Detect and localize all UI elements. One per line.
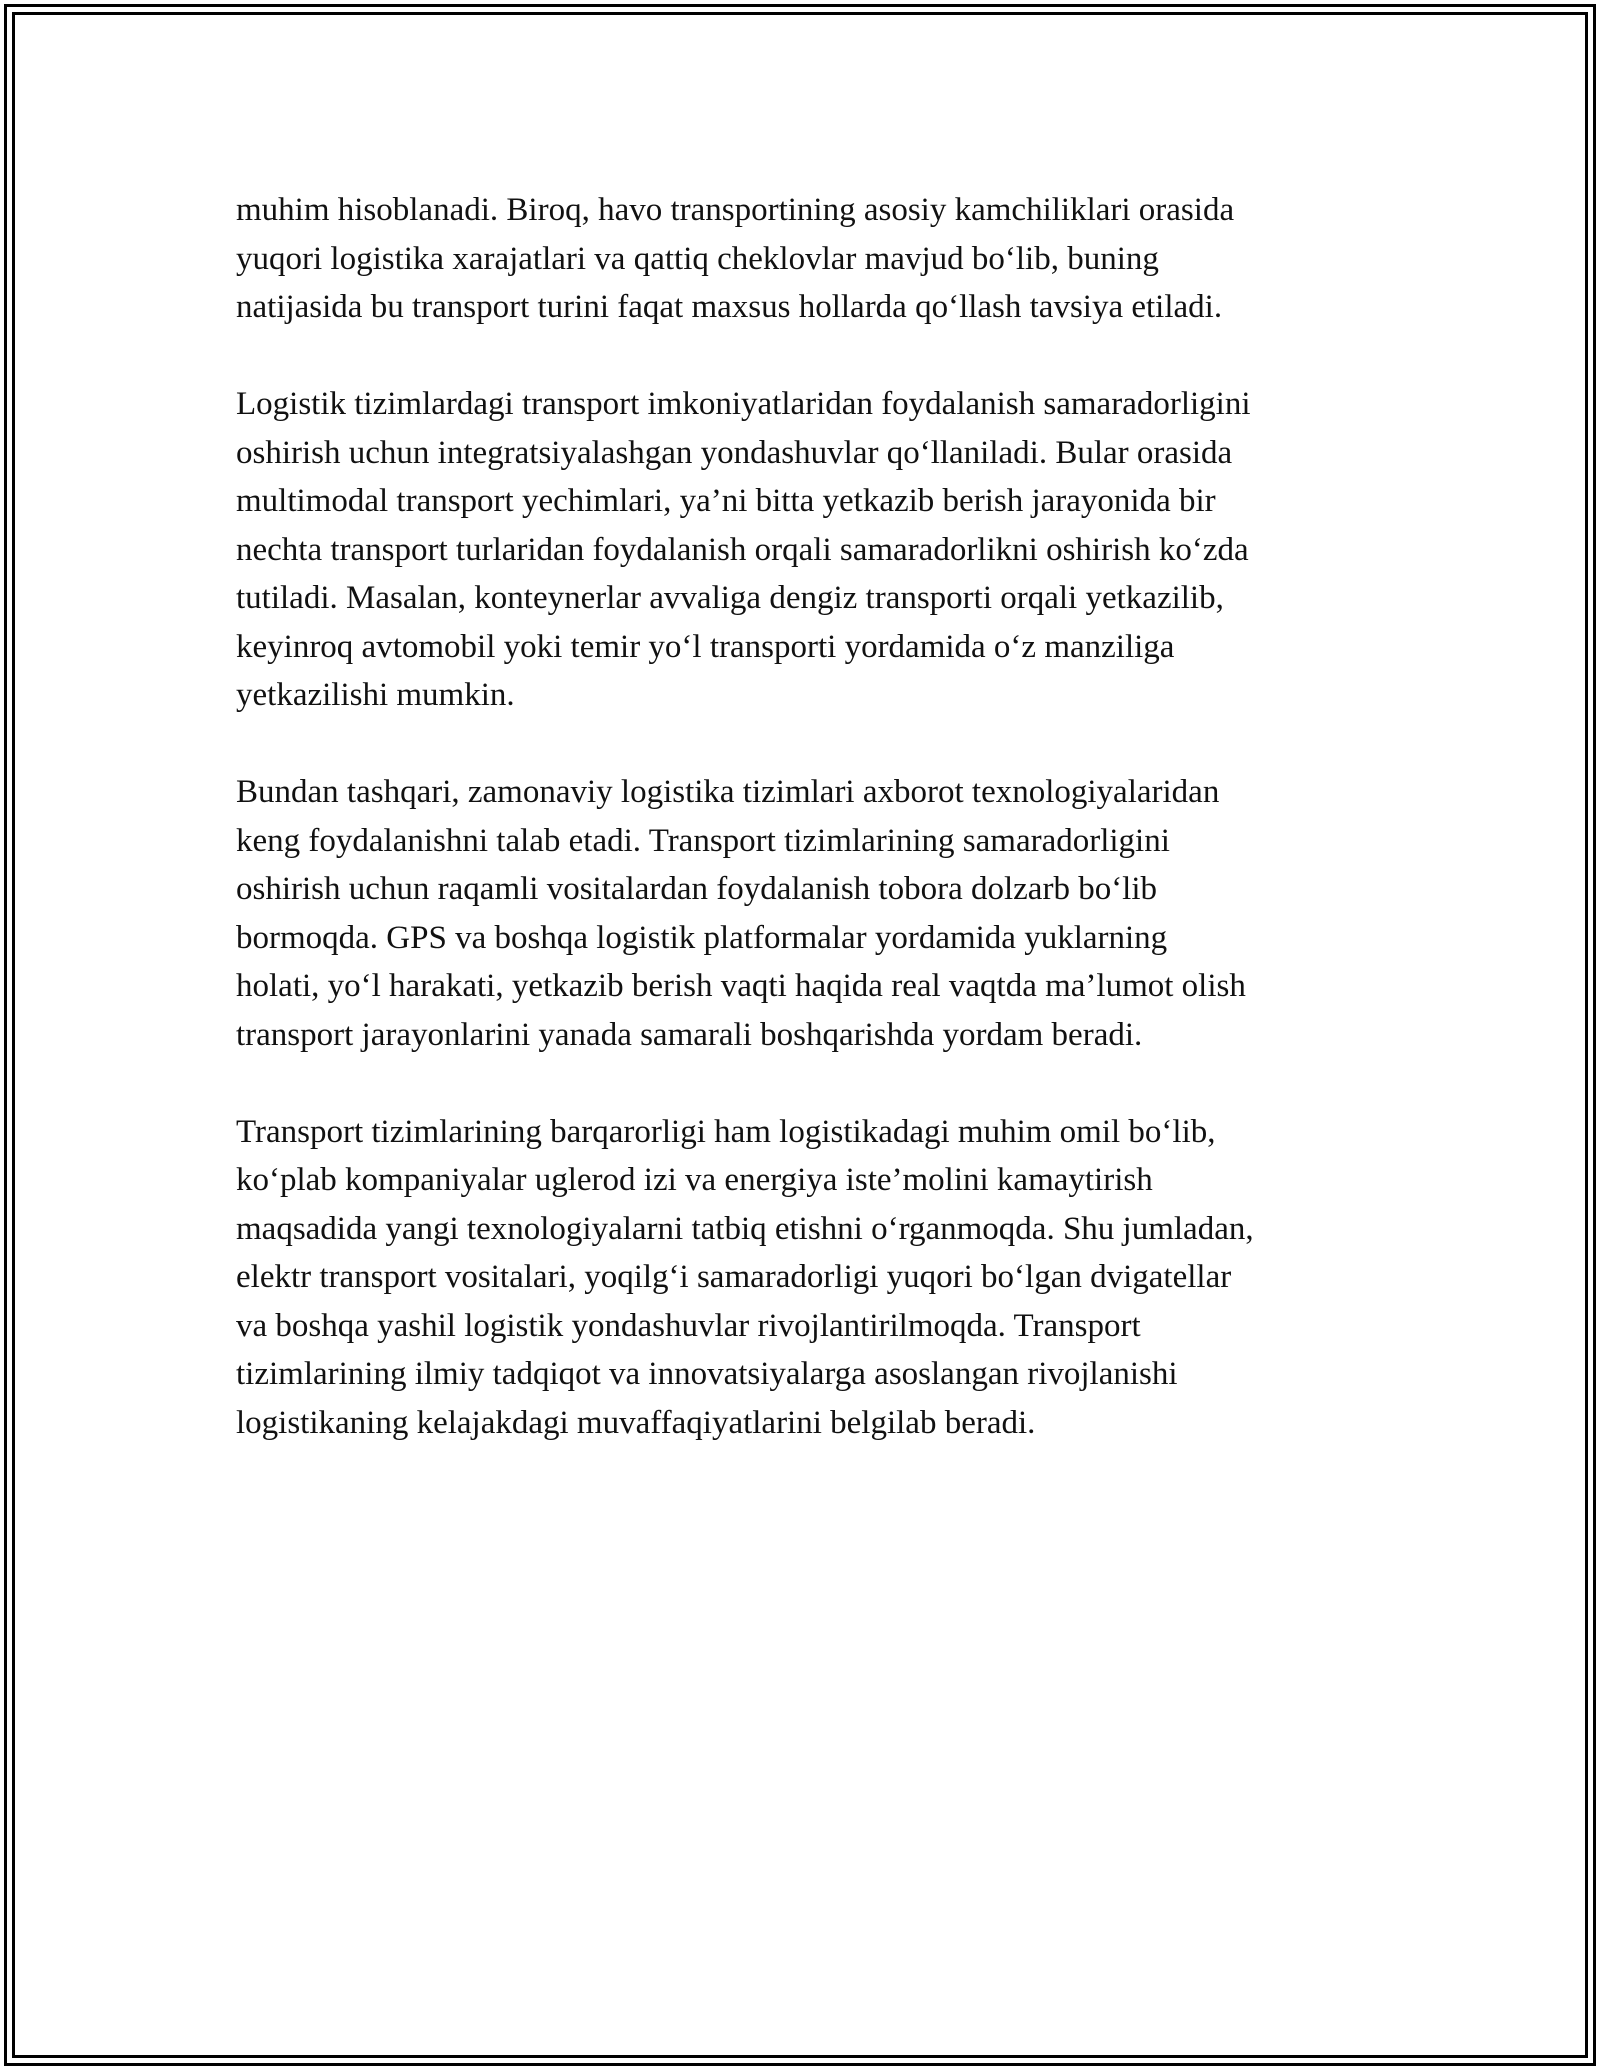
paragraph-4 [236,1108,1386,1448]
text-line: maqsadida yangi texnologiyalarni tatbiq etishni o‘rganmoqda. Shu jumladan, [236,1210,1254,1247]
text-line: Logistik tizimlardagi transport imkoniyatlaridan foydalanish samaradorligini [236,386,1251,422]
text-line: ko‘plab kompaniyalar uglerod izi va energiya iste’molini kamaytirish [236,1162,1153,1198]
text-line: natijasida bu transport turini faqat maxsus hollarda qo‘llash tavsiya etiladi. [236,289,1223,325]
text-line: va boshqa yashil logistik yondashuvlar rivojlantirilmoqda. Transport [236,1307,1141,1344]
text-line: nechta transport turlaridan foydalanish orqali samaradorlikni oshirish ko‘zda [236,531,1249,568]
paragraph-1 [236,186,1386,332]
paragraph-3 [236,768,1386,1059]
text-line: bormoqda. GPS va boshqa logistik platformalar yordamida yuklarning [236,919,1168,956]
text-line: oshirish uchun integratsiyalashgan yondashuvlar qo‘llaniladi. Bular orasida [236,434,1233,471]
text-line: Bundan tashqari, zamonaviy logistika tizimlari axborot texnologiyalaridan [236,774,1220,810]
text-line: elektr transport vositalari, yoqilg‘i samaradorligi yuqori bo‘lgan dvigatellar [236,1259,1232,1295]
text-line: muhim hisoblanadi. Biroq, havo transportining asosiy kamchiliklari orasida [236,192,1235,228]
text-line: transport jarayonlarini yanada samarali boshqarishda yordam beradi. [236,1016,1143,1053]
text-line: tutiladi. Masalan, konteynerlar avvaliga dengiz transporti orqali yetkazilib, [236,580,1224,616]
text-line: yuqori logistika xarajatlari va qattiq cheklovlar mavjud bo‘lib, buning [236,240,1159,277]
text-line: holati, yo‘l harakati, yetkazib berish vaqti haqida real vaqtda ma’lumot olish [236,968,1246,1004]
text-line: oshirish uchun raqamli vositalardan foydalanish tobora dolzarb bo‘lib [236,871,1158,907]
text-line: logistikaning kelajakdagi muvaffaqiyatlarini belgilab beradi. [236,1404,1036,1441]
text-line: Transport tizimlarining barqarorligi ham logistikadagi muhim omil bo‘lib, [236,1113,1216,1150]
text-line: keyinroq avtomobil yoki temir yo‘l transporti yordamida o‘z manziliga [236,628,1175,665]
text-line: tizimlarining ilmiy tadqiqot va innovatsiyalarga asoslangan rivojlanishi [236,1356,1178,1392]
document-body [236,186,1386,1447]
text-line: keng foydalanishni talab etadi. Transport tizimlarining samaradorligini [236,822,1170,859]
text-line: yetkazilishi mumkin. [236,677,515,713]
paragraph-2 [236,380,1386,720]
text-line: multimodal transport yechimlari, ya’ni bitta yetkazib berish jarayonida bir [236,483,1216,519]
